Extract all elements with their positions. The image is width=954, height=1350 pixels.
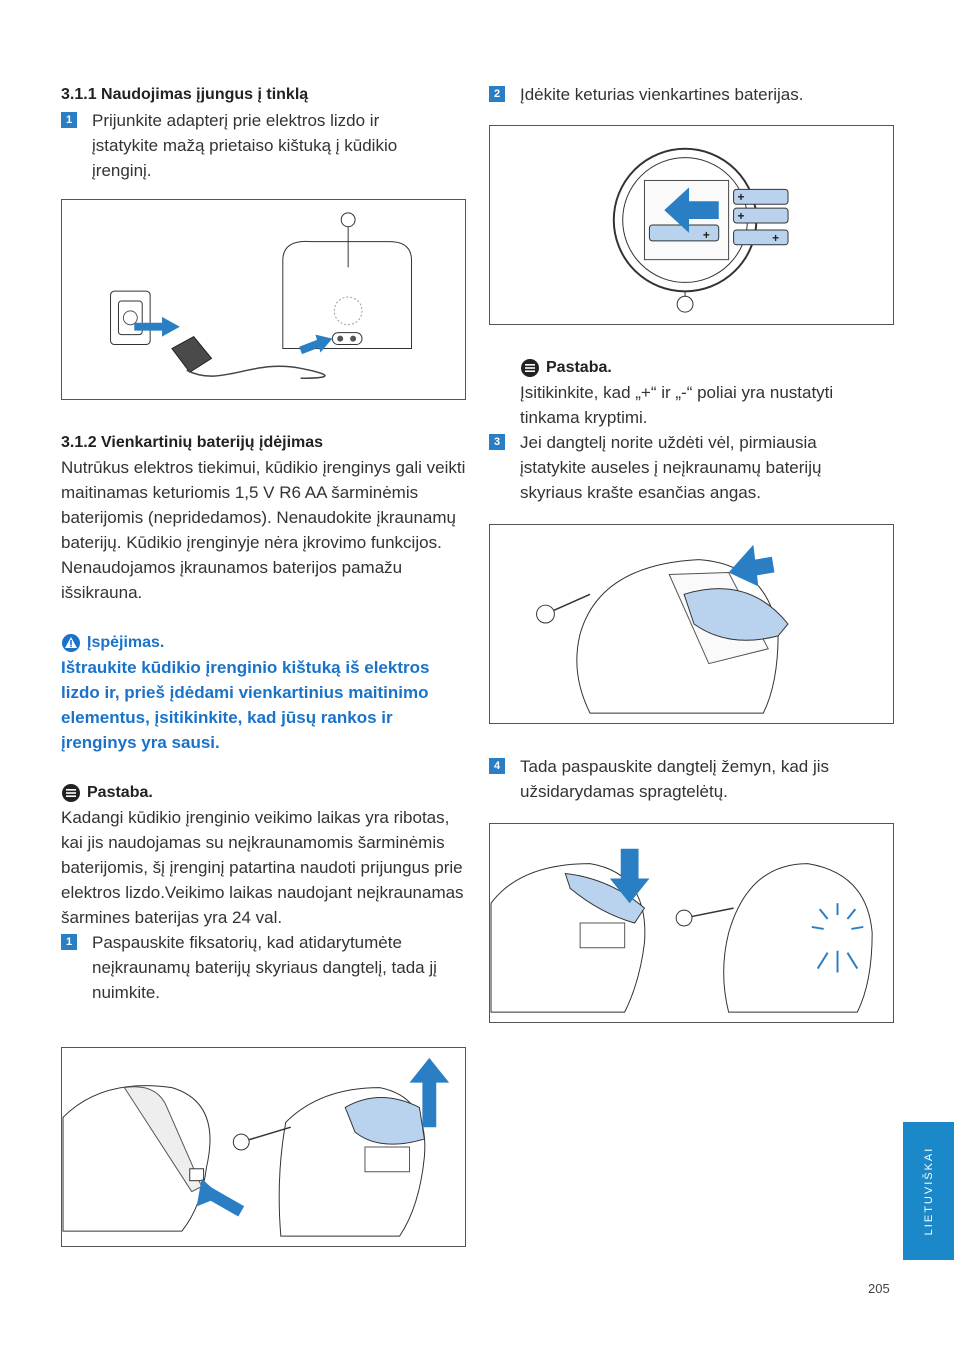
figure-batteries <box>489 125 894 325</box>
note-title: Pastaba. <box>546 359 612 376</box>
step-text: Jei dangtelį norite uždėti vėl, pirmiausia įstatykite auseles į neįkraunamų baterijų skyriaus krašte esančias angas. <box>520 433 822 502</box>
battery-intro: Nutrūkus elektros tiekimui, kūdikio įrenginys gali veikti maitinamas keturiomis 1,5 V R6 AA šarminėmis baterijomis (nepridedamos). Nenaudokite įkraunamų baterijų. Kūdikio įrenginyje nėra įkrovimo funkcijos. Nenaudojamos įkraunamos baterijos pamažu išsikrauna. <box>61 458 466 602</box>
section-title-3-1-2: 3.1.2 Vienkartinių baterijų įdėjimas <box>61 434 324 451</box>
figure-open-cover <box>61 1047 466 1247</box>
step-text: Įdėkite keturias vienkartines baterijas. <box>520 85 804 104</box>
step-1-open-cover <box>61 930 466 1005</box>
language-tab <box>903 1122 954 1260</box>
note-title: Pastaba. <box>87 784 153 801</box>
step-badge: 3 <box>489 434 505 450</box>
note-icon <box>61 783 81 803</box>
step-text: Paspauskite fiksatorių, kad atidarytumėte neįkraunamų baterijų skyriaus dangtelį, tada jį nuimkite. <box>92 933 437 1002</box>
battery-plus-sign: + <box>702 227 710 242</box>
note-body: Įsitikinkite, kad „+“ ir „-“ poliai yra nustatyti tinkama kryptimi. <box>520 383 834 427</box>
section-title-3-1-1: 3.1.1 Naudojimas įjungus į tinklą <box>61 86 309 103</box>
battery-plus-sign: + <box>737 209 745 224</box>
note-icon <box>520 358 540 378</box>
battery-plus-sign: + <box>737 190 745 205</box>
adapter-illustration <box>62 200 465 399</box>
figure-adapter-plug <box>61 199 466 400</box>
step-2-insert-batteries <box>489 82 894 107</box>
battery-plus-sign: + <box>772 230 780 245</box>
step-text: Tada paspauskite dangtelį žemyn, kad jis užsidarydamas spragtelėtų. <box>520 757 830 801</box>
step-badge: 1 <box>61 934 77 950</box>
warning-icon <box>61 633 81 653</box>
step-1-mains <box>61 108 466 183</box>
warning-body: Ištraukite kūdikio įrenginio kištuką iš elektros lizdo ir, prieš įdėdami vienkartinius maitinimo elementus, įsitikinkite, kad jūsų rankos ir įrenginys yra sausi. <box>61 658 430 752</box>
step-4-press-cover <box>489 754 894 804</box>
open-cover-illustration <box>62 1048 465 1246</box>
step-badge: 2 <box>489 86 505 102</box>
step-badge: 4 <box>489 758 505 774</box>
step-3-reattach-cover <box>489 430 894 505</box>
figure-insert-cover <box>489 524 894 724</box>
insert-cover-illustration <box>490 525 893 723</box>
close-cover-illustration <box>490 824 893 1022</box>
batteries-illustration <box>490 126 893 324</box>
step-badge: 1 <box>61 112 77 128</box>
step-text: Prijunkite adapterį prie elektros lizdo ir įstatykite mažą prietaiso kištuką į kūdikio įrenginį. <box>92 111 398 180</box>
figure-close-cover <box>489 823 894 1023</box>
note-body: Kadangi kūdikio įrenginio veikimo laikas yra ribotas, kai jis naudojamas su neįkraunamomis šarminėmis baterijomis, šį įrenginį patartina naudoti prijungus prie elektros lizdo.Veikimo laikas naudojant neįkraunamas šarmines baterijas yra 24 val. <box>61 808 464 927</box>
page-number: 205 <box>868 1281 890 1296</box>
language-tab-label: LIETUVIŠKAI <box>922 1146 935 1236</box>
warning-title: Įspėjimas. <box>87 634 165 651</box>
